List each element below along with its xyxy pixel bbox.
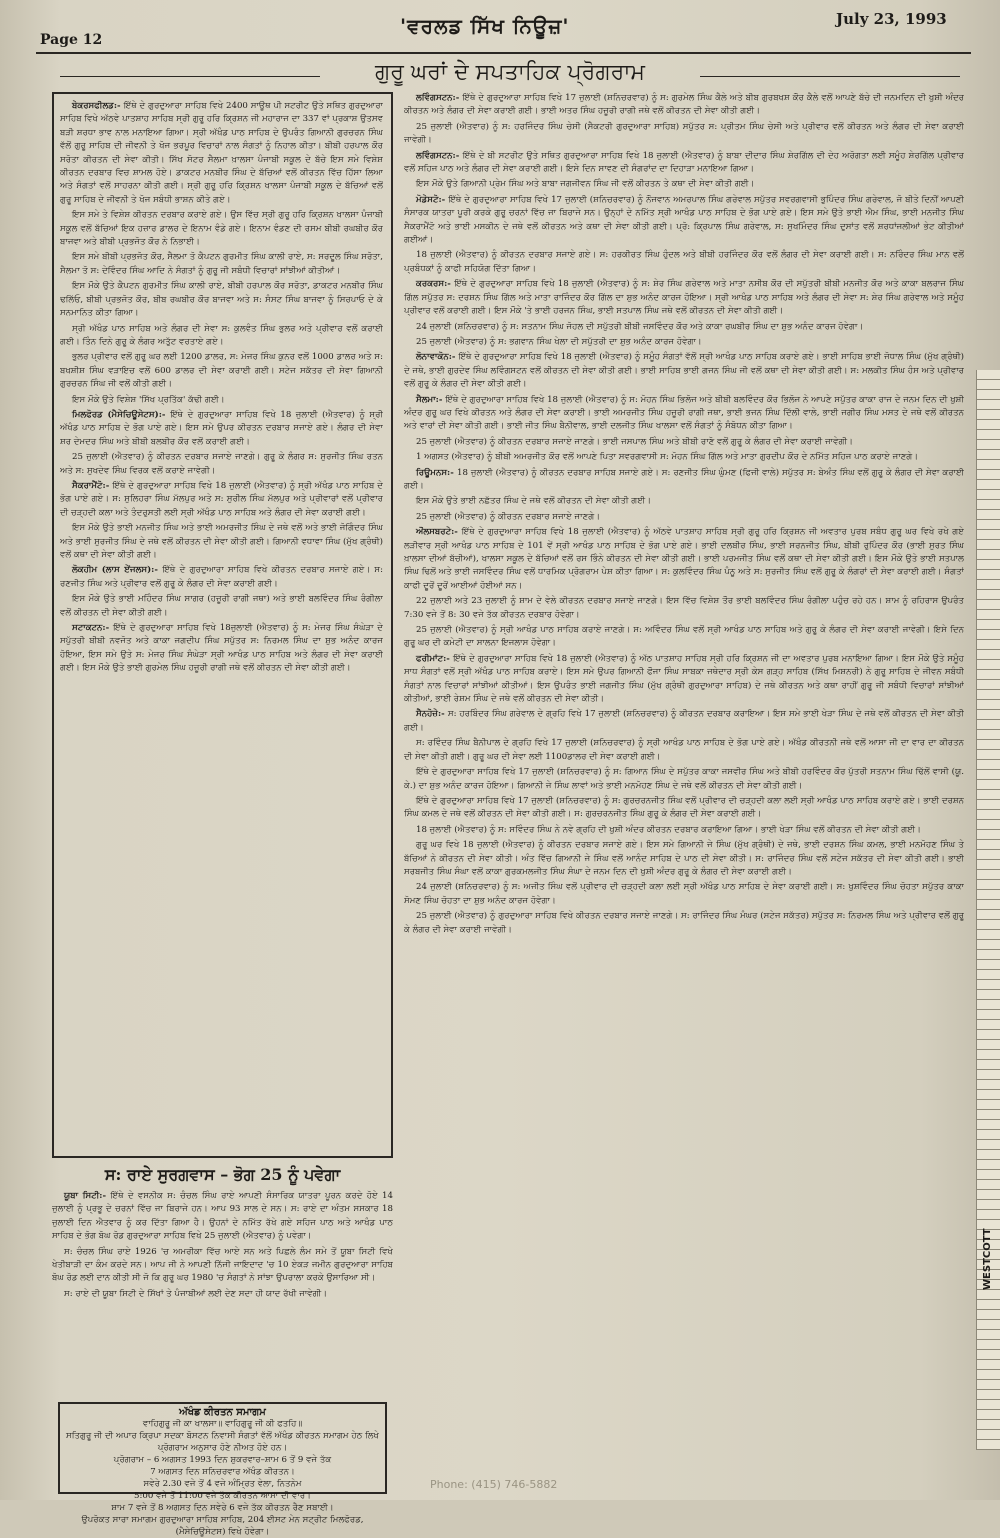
news-text: ਇੱਥੇ ਦੇ ਗੁਰਦੁਆਰਾ ਸਾਹਿਬ ਵਿਖੇ 17 ਜੁਲਾਈ (ਸ਼ਨਿਚਰਵਾਰ) ਨੂੰ ਸ: ਗਿਆਨ ਸਿੰਘ ਦੇ ਸਪੁੱਤਰ ਕਾਕਾ ਜਸਵੀਰ ਸਿੰਘ ਅਤੇ ਬੀਬੀ ਹਰਵਿੰਦਰ ਕੌਰ ਪੁੱਤਰੀ ਸਤਨਾਮ ਸਿੰਘ ਢਿੱਲੋਂ ਵਾਸੀ (ਯੂ. ਕੇ.) ਦਾ ਸ਼ੁਭ ਅਨੰਦ ਕਾਰਜ ਹੋਇਆ। ਗਿਆਨੀ ਜੇ ਸਿੰਘ ਲਾਵਾਂ ਅਤੇ ਭਾਈ ਮਨਮੋਹਣ ਸਿੰਘ ਦੇ ਜਥੇ ਵਲੋਂ ਕੀਰਤਨ ਦੀ ਸੇਵਾ ਕੀਤੀ ਗਈ। <box>404 767 964 791</box>
news-text: ਇਸ ਮੌਕੇ ਉਤੇ ਭਾਈ ਮਨਜੀਤ ਸਿੰਘ ਅਤੇ ਭਾਈ ਅਮਰਜੀਤ ਸਿੰਘ ਦੇ ਜਥੇ ਵਲੋਂ ਅਤੇ ਭਾਈ ਜੋਗਿੰਦਰ ਸਿੰਘ ਅਤੇ ਭਾਈ ਸੁਰਜੀਤ ਸਿੰਘ ਦੇ ਜਥੇ ਵਲੋਂ ਕੀਰਤਨ ਦੀ ਸੇਵਾ ਕੀਤੀ ਗਈ। ਗਿਆਨੀ ਵਧਾਵਾ ਸਿੰਘ (ਮੁੱਖ ਗ੍ਰੰਥੀ) ਵਲੋਂ ਕਥਾ ਦੀ ਸੇਵਾ ਕੀਤੀ ਗਈ। <box>60 523 383 560</box>
news-text: ਗੁਰੂ ਘਰ ਵਿਖੇ 18 ਜੁਲਾਈ (ਐਤਵਾਰ) ਨੂੰ ਕੀਰਤਨ ਦਰਬਾਰ ਸਜਾਏ ਗਏ। ਇਸ ਸਮੇ ਗਿਆਨੀ ਜੇ ਸਿੰਘ (ਮੁੱਖ ਗ੍ਰੰਥੀ) ਦੇ ਜਥੇ, ਭਾਈ ਦਰਸ਼ਨ ਸਿੰਘ ਕਮਲ, ਭਾਈ ਮਨਮੋਹਣ ਸਿੰਘ ਤੇ ਬੱਚਿਆਂ ਨੇ ਕੀਰਤਨ ਦੀ ਸੇਵਾ ਕੀਤੀ। ਅੰਤ ਵਿੱਚ ਗਿਆਨੀ ਜੇ ਸਿੰਘ ਵਲੋਂ ਆਨੰਦ ਸਾਹਿਬ ਦੇ ਪਾਠ ਦੀ ਸੇਵਾ ਕੀਤੀ। ਸ: ਰਾਜਿੰਦਰ ਸਿੰਘ ਵਲੋਂ ਸਟੇਜ ਸਕੱਤਰ ਦੀ ਸੇਵਾ ਕੀਤੀ ਗਈ। ਭਾਈ ਸਰਬਜੀਤ ਸਿੰਘ ਸੰਘਾ ਵਲੋਂ ਕਾਕਾ ਗੁਰਕਮਲਜੀਤ ਸਿੰਘ ਸੰਘਾ ਦੇ ਜਨਮ ਦਿਨ ਦੀ ਖੁਸ਼ੀ ਅੰਦਰ ਗੁਰੂ ਕੇ ਲੰਗਰ ਦੀ ਸੇਵਾ ਕਰਾਈ ਗਈ। <box>404 840 964 877</box>
news-text: 25 ਜੁਲਾਈ (ਐਤਵਾਰ) ਨੂੰ ਸ: ਹਰਜਿੰਦਰ ਸਿੰਘ ਚੇਸੀ (ਸੈਕਟਰੀ ਗੁਰਦੁਆਰਾ ਸਾਹਿਬ) ਸਪੁੱਤਰ ਸ: ਪ੍ਰੀਤਮ ਸਿੰਘ ਚੇਸੀ ਅਤੇ ਪ੍ਰੀਵਾਰ ਵਲੋਂ ਕੀਰਤਨ ਅਤੇ ਲੰਗਰ ਦੀ ਸੇਵਾ ਕਰਾਈ ਜਾਵੇਗੀ। <box>404 121 964 146</box>
section-heading <box>60 60 960 92</box>
news-dateline: ਲੋਨਾਵਾਕੋਨ:- <box>416 352 459 363</box>
news-text: ਇਸ ਸਮੇ ਬੀਬੀ ਪ੍ਰਭਜੋਤ ਕੌਰ, ਸੈਲਮਾ ਤੋ ਕੈਪਟਨ ਗੁਰਮੀਤ ਸਿੰਘ ਕਾਲੀ ਰਾਏ, ਸ: ਸਰਦੂਲ ਸਿੰਘ ਸਰੋਤਾ, ਸੈਲਮਾ ਤੋ ਸ: ਦੇਵਿੰਦਰ ਸਿੰਘ ਆਦਿ ਨੇ ਸੰਗਤਾਂ ਨੂੰ ਗੁਰੂ ਜੀ ਸਬੰਧੀ ਵਿਚਾਰਾਂ ਸਾਂਝੀਆਂ ਕੀਤੀਆਂ। <box>60 252 383 276</box>
news-item <box>404 881 964 908</box>
news-text: 18 ਜੁਲਾਈ (ਐਤਵਾਰ) ਨੂੰ ਸ: ਸਵਿੰਦਰ ਸਿੰਘ ਨੇ ਨਵੇ ਗ੍ਰਹਿ ਦੀ ਖੁਸ਼ੀ ਅੰਦਰ ਕੀਰਤਨ ਦਰਬਾਰ ਕਰਾਇਆ ਗਿਆ। ਭਾਈ ਖੇੜਾ ਸਿੰਘ ਵਲੋਂ ਕੀਰਤਨ ਦੀ ਸੇਵਾ ਕੀਤੀ ਗਈ। <box>416 824 921 835</box>
issue-date: July 23, 1993 <box>836 10 947 28</box>
news-text: ਇੱਥੇ ਦੇ ਗੁਰਦੁਆਰਾ ਸਾਹਿਬ ਵਿਖੇ 17 ਜੁਲਾਈ (ਸ਼ਨਿਚਰਵਾਰ) ਨੂੰ ਸ: ਗੁਰਮੇਲ ਸਿੰਘ ਕੈਲੇ ਅਤੇ ਬੀਬ ਗੁਰਬਖਸ਼ ਕੌਰ ਕੈਲੇ ਵਲੋਂ ਆਪਣੇ ਬੱਚੇ ਦੀ ਜਨਮਦਿਨ ਦੀ ਖੁਸ਼ੀ ਅੰਦਰ ਕੀਰਤਨ ਅਤੇ ਲੰਗਰ ਦੀ ਸੇਵਾ ਕਰਾਈ ਗਈ। ਭਾਈ ਅਤਰ ਸਿੰਘ ਹਜ਼ੂਰੀ ਰਾਗੀ ਜਥੇ ਵਲੋਂ ਕੀਰਤਨ ਦੀ ਸੇਵਾ ਕੀਤੀ ਗਈ। <box>404 93 964 117</box>
news-text: ਇਸ ਮੌਕੇ ਉਤੇ ਗਿਆਨੀ ਪ੍ਰੇਮ ਸਿੰਘ ਅਤੇ ਬਾਬਾ ਜਗਜੀਵਨ ਸਿੰਘ ਜੀ ਵਲੋਂ ਕੀਰਤਨ ਤੇ ਕਥਾ ਦੀ ਸੇਵਾ ਕੀਤੀ ਗਈ। <box>416 179 755 190</box>
program-line: ਉਪਰੋਕਤ ਸਾਰਾ ਸਮਾਗਮ ਗੁਰਦੁਆਰਾ ਸਾਹਿਬ ਸਾਹਿਬ, 204 ਈਸਟ ਮੇਨ ਸਟ੍ਰੀਟ ਮਿਲਫੋਰਡ, (ਮੈਸੇਚਿਊਸੇਟਸ) ਵਿਖੇ ਹੋਵੇਗਾ। <box>81 1515 364 1537</box>
news-text: ਇਸ ਸਮੇ ਤੇ ਵਿਸ਼ੇਸ਼ ਕੀਰਤਨ ਦਰਬਾਰ ਕਰਾਏ ਗਏ। ਉਸ ਵਿੱਚ ਸ੍ਰੀ ਗੁਰੂ ਹਰਿ ਕ੍ਰਿਸ਼ਨ ਖਾਲਸਾ ਪੰਜਾਬੀ ਸਕੂਲ ਵਲੋਂ ਬੱਚਿਆਂ ਇਕ ਹਜ਼ਾਰ ਡਾਲਰ ਦੇ ਇਨਾਮ ਵੰਡੇ ਗਏ। ਇਨਾਮ ਵੰਡਣ ਦੀ ਰਸਮ ਬੀਬੀ ਰਘਬੀਰ ਕੌਰ ਬਾਜਵਾ ਅਤੇ ਬੀਬੀ ਪ੍ਰਭਜੋਤ ਕੌਰ ਨੇ ਨਿਭਾਈ। <box>60 210 383 248</box>
news-dateline: ਸੈਲਮਾ:- <box>416 394 446 405</box>
right-news-column <box>404 92 964 1492</box>
news-item <box>60 280 383 320</box>
news-text: ਇੱਥੇ ਦੇ ਗੁਰਦੁਆਰਾ ਸਾਹਿਬ ਵਿਖੇ 18 ਜੁਲਾਈ (ਐਤਵਾਰ) ਨੂੰ ਅੱਠ ਪਾਤਸ਼ਾਹ ਸਾਹਿਬ ਸ੍ਰੀ ਹਰਿ ਕ੍ਰਿਸ਼ਨ ਜੀ ਦਾ ਅਵਤਾਰ ਪੁਰਬ ਮਨਾਇਆ ਗਿਆ। ਇਸ ਮੌਕੇ ਉਤੇ ਸਮੂੰਹ ਸਾਧ ਸੰਗਤਾਂ ਵਲੋਂ ਸ੍ਰੀ ਅੱਖੰਡ ਪਾਠ ਸਾਹਿਬ ਕਰਾਏ। ਇਸ ਸਮੇ ਉਪਰ ਗਿਆਨੀ ਫੌਜਾ ਸਿੰਘ ਸਾਬਕਾ ਜਥੇਦਾਰ ਸ੍ਰੀ ਕੇਸ ਗੜ੍ਹ ਸਾਹਿਬ (ਸਿੱਖ ਮਿਸ਼ਨਰੀ) ਨੇ ਗੁਰੂ ਸਾਹਿਬ ਦੇ ਜੀਵਨ ਸਬੰਧੀ ਸੰਗਤਾਂ ਨਾਲ ਵਿਚਾਰਾਂ ਸਾਂਝੀਆਂ ਕੀਤੀਆਂ। ਇਸ ਉਪਰੰਤ ਭਾਈ ਜਗਜੀਤ ਸਿੰਘ (ਮੁੱਖ ਗ੍ਰੰਥੀ ਗੁਰਦੁਆਰਾ ਸਾਹਿਬ) ਦੇ ਜਥੇ ਕੀਰਤਨ ਅਤੇ ਕਥਾ ਰਾਹੀਂ ਗੁਰੂ ਜੀ ਸਬੰਧੀ ਵਿਚਾਰਾਂ ਸਾਂਝੀਆਂ ਕੀਤੀਆਂ, ਭਾਈ ਰੇਸ਼ਮ ਸਿੰਘ ਦੇ ਜਥੇ ਵਲੋਂ ਕੀਰਤਨ ਦੀ ਸੇਵਾ ਕੀਤੀ। <box>404 653 964 705</box>
faint-phone-text: Phone: (415) 746-5882 <box>430 1478 558 1491</box>
news-item <box>60 394 383 407</box>
news-item <box>60 480 383 520</box>
news-item <box>404 150 964 177</box>
ruler-brand <box>976 1180 1000 1300</box>
news-item <box>404 394 964 434</box>
news-item <box>60 622 383 676</box>
program-line: 7 ਅਗਸਤ ਦਿਨ ਸ਼ਨਿਚਰਵਾਰ ਅੱਖੰਡ ਕੀਰਤਨ। <box>150 1467 295 1477</box>
news-text: ਸ: ਰਾਏ ਦੀ ਯੂਬਾ ਸਿਟੀ ਦੇ ਸਿੱਖਾਂ ਤੇ ਪੰਜਾਬੀਆਂ ਲਈ ਦੇਣ ਸਦਾ ਹੀ ਯਾਦ ਰੱਖੀ ਜਾਵੇਗੀ। <box>64 1288 328 1299</box>
page-number: Page 12 <box>40 32 103 48</box>
news-item <box>60 351 383 391</box>
news-text: ਇੱਥੇ ਦੇ ਗੁਰਦੁਆਰਾ ਸਾਹਿਬ ਵਿਖੇ 18ਜੁਲਾਈ (ਐਤਵਾਰ) ਨੂੰ ਸ: ਮੇਜਰ ਸਿੰਘ ਸੰਘੇੜਾ ਦੇ ਸਪੁੱਤਰੀ ਬੀਬੀ ਨਵਜੋਤ ਅਤੇ ਕਾਕਾ ਜਗਦੀਪ ਸਿੰਘ ਸਪੁੱਤਰ ਸ: ਨਿਰਮਲ ਸਿੰਘ ਦਾ ਸ਼ੁਭ ਅਨੰਦ ਕਾਰਜ ਹੋਇਆ, ਇਸ ਸਮੇ ਉਤੇ ਸ: ਮੇਜਰ ਸਿੰਘ ਸੰਘੇੜਾ ਸ੍ਰੀ ਆਖੰਡ ਪਾਠ ਸਾਹਿਬ ਅਤੇ ਲੰਗਰ ਦੀ ਸੇਵਾ ਕਰਾਈ ਗਈ। ਇਸ ਮੌਕੇ ਉਤੇ ਭਾਈ ਗੁਰਮੇਲ ਸਿੰਘ ਹਜ਼ੂਰੀ ਰਾਗੀ ਜਥੇ ਵਲੋਂ ਕੀਰਤਨ ਦੀ ਸੇਵਾ ਕੀਤੀ ਗਈ। <box>60 623 383 674</box>
news-text: ਇਸ ਮੌਕੇ ਉਤੇ ਭਾਈ ਨਛੱਤਰ ਸਿੰਘ ਦੇ ਜਥੇ ਵਲੋਂ ਕੀਰਤਨ ਦੀ ਸੇਵਾ ਕੀਤੀ ਗਈ। <box>416 496 652 507</box>
news-text: ਇੱਥੇ ਦੇ ਗੁਰਦੁਆਰਾ ਸਾਹਿਬ ਵਿਖੇ 18 ਜੁਲਾਈ (ਐਤਵਾਰ) ਨੂੰ ਸ: ਮੋਹਨ ਸਿੰਘ ਭਿਲੋਜ ਅਤੇ ਬੀਬੀ ਬਲਵਿੰਦਰ ਕੌਰ ਭਿਲੋਜ ਨੇ ਆਪਣੇ ਸਪੁੱਤਰ ਕਾਕਾ ਰਾਜ ਦੇ ਜਨਮ ਦਿਨ ਦੀ ਖੁਸ਼ੀ ਅੰਦਰ ਗੁਰੂ ਘਰ ਵਿਖੇ ਕੀਰਤਨ ਅਤੇ ਲੰਗਰ ਦੀ ਸੇਵਾ ਕਰਾਈ। ਭਾਈ ਅਮਰਜੀਤ ਸਿੰਘ ਹਜ਼ੂਰੀ ਰਾਗੀ ਜਥਾ, ਭਾਈ ਭਜਨ ਸਿੰਘ ਦਿੱਲੀ ਵਾਲੇ, ਭਾਈ ਜਗੀਰ ਸਿੰਘ ਮਸਤ ਦੇ ਜਥੇ ਵਲੋਂ ਕੀਰਤਨ ਅਤੇ ਵਾਰਾਂ ਦੀ ਸੇਵਾ ਕੀਤੀ ਗਈ। ਭਾਈ ਜੀਤ ਸਿੰਘ ਬੈਨੀਵਾਲ, ਭਾਈ ਦਲਜੀਤ ਸਿੰਘ ਖਾਲਸਾ ਵਲੋਂ ਸੰਗਤਾਂ ਨੂੰ ਸੰਬੋਧਨ ਕੀਤਾ ਗਿਆ। <box>404 394 964 432</box>
news-item <box>404 526 964 593</box>
news-item <box>404 278 964 318</box>
news-item <box>404 495 964 508</box>
news-dateline: ਮਿਲਫੋਰਡ (ਮੈਸੇਚਿਊਸੇਟਸ):- <box>72 409 171 420</box>
news-dateline: ਮੋਡੇਸਟੋ:- <box>416 194 449 205</box>
news-item <box>404 824 964 837</box>
news-text: ਇੱਥੇ ਦੇ ਗੁਰਦੁਆਰਾ ਸਾਹਿਬ ਵਿਖੇ 18 ਜੁਲਾਈ (ਐਤਵਾਰ) ਨੂੰ ਸਮੂੰਹ ਸੰਗਤਾਂ ਵੱਲੋਂ ਸ੍ਰੀ ਆਖੰਡ ਪਾਠ ਸਾਹਿਬ ਕਰਾਏ ਗਏ। ਭਾਈ ਸਾਹਿਬ ਭਾਈ ਜੋਧਾਲ ਸਿੰਘ (ਮੁੱਖ ਗ੍ਰੰਥੀ) ਦੇ ਜਥੇ, ਭਾਈ ਗੁਰਦੇਵ ਸਿੰਘ ਲਵਿੰਗਸਟਨ ਵਲੋਂ ਕੀਰਤਨ ਦੀ ਸੇਵਾ ਕੀਤੀ ਗਈ। ਭਾਈ ਸਾਹਿਬ ਭਾਈ ਗਜਨ ਸਿੰਘ ਜੀ ਵਲੋਂ ਕਥਾ ਦੀ ਸੇਵਾ ਕੀਤੀ ਗਈ। ਸ: ਮਲਕੀਤ ਸਿੰਘ ਹੰਸ ਅਤੇ ਪ੍ਰੀਵਾਰ ਵਲੋਂ ਗੁਰੂ ਕੇ ਲੰਗਰ ਦੀ ਸੇਵਾ ਕੀਤੀ ਗਈ। <box>404 352 964 390</box>
section-title: ਗੁਰੂ ਘਰਾਂ ਦੇ ਸਪਤਾਹਿਕ ਪ੍ਰੋਗਰਾਮ <box>374 60 646 85</box>
news-dateline: ਲਵਿੰਗਸਟਨ:- <box>416 150 463 161</box>
news-item <box>52 1190 393 1244</box>
obituary-text <box>52 1190 393 1430</box>
news-item <box>404 839 964 879</box>
news-text: ਇੱਥੇ ਦੇ ਗੁਰਦੁਆਰਾ ਸਾਹਿਬ ਵਿਖੇ 2400 ਸਾਊਥ ਪੀ ਸਟਰੀਟ ਉਤੇ ਸਥਿਤ ਗੁਰਦੁਆਰਾ ਸਾਹਿਬ ਵਿਖੇ ਅੱਠਵੇ ਪਾਤਸ਼ਾਹ ਸਾਹਿਬ ਸ੍ਰੀ ਗੁਰੂ ਹਰਿ ਕ੍ਰਿਸ਼ਨ ਜੀ ਮਹਾਰਾਜ ਦਾ 337 ਵਾਂ ਪ੍ਰਕਾਸ਼ ਉਤਸਵ ਬੜੀ ਸ਼ਰਧਾ ਭਾਵ ਨਾਲ ਮਨਾਇਆ ਗਿਆ। ਸ੍ਰੀ ਅੱਖੰਡ ਪਾਠ ਸਾਹਿਬ ਦੇ ਉਪਰੰਤ ਗਿਆਨੀ ਗੁਰਚਰਨ ਸਿੰਘ ਵੱਲੋਂ ਗੁਰੂ ਸਾਹਿਬ ਦੀ ਜੀਵਨੀ ਤੇ ਖੋਜ ਭਰਪੂਰ ਵਿਚਾਰਾਂ ਨਾਲ ਸੰਗਤਾਂ ਨੂੰ ਨਿਹਾਲ ਕੀਤਾ। ਬੀਬੀ ਹਰਪਾਲ ਕੌਰ ਸਰੋਤਾ ਕੀਰਤਨ ਦੀ ਸੇਵਾ ਕੀਤੀ। ਸਿੱਖ ਸੋਟਰ ਸੈਲਮਾ ਖ਼ਾਲਸਾ ਪੰਜਾਬੀ ਸਕੂਲ ਦੇ ਬੱਚੇ ਇਸ ਸਮੇ ਵਿਸ਼ੇਸ਼ ਕੀਰਤਨ ਦਰਬਾਰ ਵਿਚ ਸ਼ਾਮਲ ਹੋਏ। ਡਾਕਟਰ ਮਨਬੀਰ ਸਿੰਘ ਦੇ ਬੱਚਿਆਂ ਵਲੋਂ ਕੀਰਤਨ ਵਿੱਚ ਹਿੱਸਾ ਲਿਆ ਅਤੇ ਸੰਗਤਾਂ ਵਲੋਂ ਸਾਹਰਨਾ ਕੀਤੀ ਗਈ। ਸ੍ਰੀ ਗੁਰੂ ਹਰਿ ਕ੍ਰਿਸ਼ਨ ਖਾਲਸਾ ਪੰਜਾਬੀ ਸਕੂਲ ਦੇ ਬੱਚਿਆਂ ਵਲੋਂ ਗੁਰੂ ਸਾਹਿਬ ਦੇ ਜੀਵਨੀ ਤੇ ਖੋਜ ਸਬੰਧੀ ਭਾਸ਼ਨ ਕੀਤੇ ਗਏ। <box>60 101 383 205</box>
news-dateline: ਯੂਬਾ ਸਿਟੀ:- <box>64 1191 111 1201</box>
news-text: ਇੱਥੇ ਦੇ ਗੁਰਦੁਆਰਾ ਸਾਹਿਬ ਵਿਖੇ 18 ਜੁਲਾਈ (ਐਤਵਾਰ) ਨੂੰ ਸ੍ਰੀ ਅੱਖੰਡ ਪਾਠ ਸਾਹਿਬ ਦੇ ਭੋਗ ਪਾਏ ਗਏ। ਇਸ ਸਮੇ ਉਪਰ ਕੀਰਤਨ ਦਰਬਾਰ ਸਜਾਏ ਗਏ। ਲੰਗਰ ਦੀ ਸੇਵਾ ਸ਼ਰ ਦੇਮਦਰ ਸਿੰਘ ਅਤੇ ਬੀਬੀ ਬਲਬੀਰ ਕੌਰ ਵਲੋਂ ਕਰਾਈ ਗਈ। <box>60 409 383 447</box>
kirtan-program-box <box>58 1402 387 1537</box>
news-item <box>404 766 964 793</box>
news-item <box>60 593 383 620</box>
news-item <box>52 1288 393 1301</box>
program-line: ਸਤਿਗੁਰੂ ਜੀ ਦੀ ਅਪਾਰ ਕ੍ਰਿਪਾ ਸਦਕਾ ਬੋਸਟਨ ਨਿਵਾਸੀ ਸੰਗਤਾਂ ਵੱਲੋਂ ਅੱਖੰਡ ਕੀਰਤਨ ਸਮਾਗਮ ਹੇਠ ਲਿਖੇ ਪ੍ਰੋਗਰਾਮ ਅਨੁਸਾਰ ਹੋਣੇ ਨੀਅਤ ਹੋਏ ਹਨ। <box>66 1431 379 1453</box>
ruler-brand-label: WESTCOTT <box>982 1228 993 1290</box>
news-item <box>404 336 964 349</box>
news-item <box>60 522 383 562</box>
news-text: ਇੱਥੇ ਦੇ ਗੁਰਦੁਆਰਾ ਸਾਹਿਬ ਵਿਖੇ 18 ਜੁਲਾਈ (ਐਤਵਾਰ) ਨੂੰ ਅੱਠਵੇ ਪਾਤਸ਼ਾਹ ਸਾਹਿਬ ਸ੍ਰੀ ਗੁਰੂ ਹਰਿ ਕ੍ਰਿਸ਼ਨ ਜੀ ਅਵਤਾਰ ਪੁਰਬ ਸਬੰਧ ਗੁਰੂ ਘਰ ਵਿਖੇ ਰਖੇ ਗਏ ਲੜੀਵਾਰ ਸ੍ਰੀ ਆਖੰਡ ਪਾਠ ਸਾਹਿਬ ਦੇ 101 ਵੇਂ ਸ੍ਰੀ ਆਖੰਡ ਪਾਠ ਸਾਹਿਬ ਦੇ ਭੋਗ ਪਾਏ ਗਏ। ਭਾਈ ਦਲਬੀਰ ਸਿੰਘ, ਭਾਈ ਸਰਨਜੀਤ ਸਿੰਘ, ਬੀਬੀ ਰੁਪਿੰਦਰ ਕੌਰ (ਭਾਈ ਸੁਰਤ ਸਿੰਘ ਖ਼ਾਲਸਾ ਦੀਆਂ ਬੱਚੀਆਂ), ਖਾਲਸਾ ਸਕੂਲ ਦੇ ਬੱਚਿਆਂ ਵਲੋਂ ਰਸ ਭਿੰਨੇ ਕੀਰਤਨ ਦੀ ਸੇਵਾ ਕੀਤੀ ਗਈ। ਭਾਈ ਪਰਮਜੀਤ ਸਿੰਘ ਵਲੋਂ ਕਥਾ ਦੀ ਸੇਵਾ ਕੀਤੀ ਗਈ। ਇਸ ਮੌਕੇ ਉਤੇ ਭਾਈ ਸਤਪਾਲ ਸਿੰਘ ਢਿਲੋਂ ਅਤੇ ਭਾਈ ਜਸਵਿੰਦਰ ਸਿੰਘ ਵਲੋਂ ਧਾਰਮਿਕ ਪ੍ਰੋਗਰਾਮ ਪੇਸ਼ ਕੀਤਾ ਗਿਆ। ਸ: ਕੁਲਵਿੰਦਰ ਸਿੰਘ ਪੰਨੂ ਅਤੇ ਸ: ਸੁਰਜੀਤ ਸਿੰਘ ਵਲੋਂ ਗੁਰੂ ਕੇ ਲੰਗਰਾਂ ਦੀ ਸੇਵਾ ਕਰਾਈ ਗਈ। ਸੰਗਤਾਂ ਕਾਫੀ ਦੂਰੋਂ ਦੂਰੋਂ ਆਈਆਂ ਹੋਈਆਂ ਸਨ। <box>404 527 964 591</box>
news-dateline: ਸਟਾਕਟਨ:- <box>72 623 114 634</box>
program-title: ਅੱਖੰਡ ਕੀਰਤਨ ਸਮਾਗਮ <box>179 1407 266 1418</box>
news-item <box>60 209 383 249</box>
news-text: ਇੱਥੇ ਦੇ ਗੁਰਦੁਆਰਾ ਸਾਹਿਬ ਵਿਖੇ 18 ਜੁਲਾਈ (ਐਤਵਾਰ) ਨੂੰ ਸ: ਸ਼ੇਰ ਸਿੰਘ ਗਰੇਵਾਲ ਅਤੇ ਮਾਤਾ ਨਸੀਬ ਕੌਰ ਦੀ ਸਪੁੱਤਰੀ ਬੀਬੀ ਮਨਜੀਤ ਕੌਰ ਅਤੇ ਕਾਕਾ ਬਲਰਾਜ ਸਿੰਘ ਗਿੱਲ ਸਪੁੱਤਰ ਸ: ਦਰਸ਼ਨ ਸਿੰਘ ਗਿੱਲ ਅਤੇ ਮਾਤਾ ਰਾਜਿੰਦਰ ਕੌਰ ਗਿੱਲ ਦਾ ਸ਼ੁਭ ਅਨੰਦ ਕਾਰਜ ਹੋਇਆ। ਸ੍ਰੀ ਆਖੰਡ ਪਾਠ ਸਾਹਿਬ ਅਤੇ ਲੰਗਰ ਦੀ ਸੇਵਾ ਸ: ਸ਼ੇਰ ਸਿੰਘ ਗਰੇਵਾਲ ਅਤੇ ਸਮੂੰਹ ਪ੍ਰੀਵਾਰ ਵਲੋਂ ਕਰਾਈ ਗਈ। ਇਸ ਮੌਕੇ 'ਤੇ ਭਾਈ ਹਰਜਨ ਸਿੰਘ, ਭਾਈ ਸਤਪਾਲ ਸਿੰਘ ਜਥੇ ਵਲੋਂ ਕੀਰਤਨ ਦੀ ਸੇਵਾ ਕੀਤੀ ਗਈ। <box>404 279 964 317</box>
news-text: ਸ: ਚੰਚਲ ਸਿੰਘ ਰਾਏ 1926 'ਚ ਅਮਰੀਕਾ ਵਿੱਚ ਆਏ ਸਨ ਅਤੇ ਪਿਛਲੇ ਲੰਮ ਸਮੇ ਤੋਂ ਯੂਬਾ ਸਿਟੀ ਵਿਖੇ ਖੇਤੀਬਾੜੀ ਦਾ ਕੰਮ ਕਰਦੇ ਸਨ। ਆਪ ਜੀ ਨੇ ਆਪਣੀ ਨਿੱਜੀ ਜਾਇਦਾਦ 'ਚ 10 ਏਕੜ ਜਮੀਨ ਗੁਰਦੁਆਰਾ ਸਾਹਿਬ ਬੋਘ ਰੋਡ ਲਈ ਦਾਨ ਕੀਤੀ ਸੀ ਜੋ ਕਿ ਗੁਰੂ ਘਰ 1980 'ਚ ਸੰਗਤਾਂ ਨੇ ਸਾਂਝਾ ਉਪਰਾਲਾ ਕਰਕੇ ਉਸਾਰਿਆ ਸੀ। <box>52 1246 393 1284</box>
news-item <box>404 910 964 937</box>
news-item <box>404 795 964 822</box>
news-item <box>60 251 383 278</box>
news-text: ਸ: ਰਵਿੰਦਰ ਸਿੰਘ ਬੈਨੀਪਾਲ ਦੇ ਗ੍ਰਹਿ ਵਿਖੇ 17 ਜੁਲਾਈ (ਸ਼ਨਿਚਰਵਾਰ) ਨੂੰ ਸ੍ਰੀ ਆਖੰਡ ਪਾਠ ਸਾਹਿਬ ਦੇ ਭੋਗ ਪਾਏ ਗਏ। ਅੱਖੰਡ ਕੀਰਤਨੀ ਜਥੇ ਵਲੋਂ ਆਸਾ ਜੀ ਦਾ ਵਾਰ ਦਾ ਕੀਰਤਨ ਦੀ ਸੇਵਾ ਕੀਤੀ ਗਈ। ਗੁਰੂ ਘਰ ਦੀ ਸੇਵਾ ਲਈ 1100ਡਾਲਰ ਦੀ ਸੇਵਾ ਕਰਾਈ ਗਈ। <box>404 738 964 762</box>
news-item <box>404 467 964 494</box>
program-line: ਪ੍ਰੋਗਰਾਮ – 6 ਅਗਸਤ 1993 ਦਿਨ ਸ਼ੁਕਰਵਾਰ–ਸ਼ਾਮ 6 ਤੋਂ 9 ਵਜੇ ਤੱਕ <box>113 1455 332 1465</box>
news-dateline: ਰਿਊਮਨਸ:- <box>416 467 457 478</box>
news-item <box>404 121 964 148</box>
news-text: ਇੱਥੇ ਦੇ ਵਸਨੀਕ ਸ: ਚੰਚਲ ਸਿੰਘ ਰਾਏ ਆਪਣੀ ਸੰਸਾਰਿਕ ਯਾਤਰਾ ਪੂਰਨ ਕਰਦੇ ਹੋਏ 14 ਜੁਲਾਈ ਨੂੰ ਪ੍ਰਭੂ ਦੇ ਚਰਨਾਂ ਵਿੱਚ ਜਾ ਬਿਰਾਜੇ ਹਨ। ਆਪ 93 ਸਾਲ ਦੇ ਸਨ। ਸ: ਰਾਏ ਦਾ ਅੰਤਮ ਸਸਕਾਰ 18 ਜੁਲਾਈ ਦਿਨ ਐਤਵਾਰ ਨੂੰ ਕਰ ਦਿੱਤਾ ਗਿਆ ਹੈ। ਉਹਨਾਂ ਦੇ ਨਮਿੱਤ ਰੱਖੇ ਗਏ ਸਹਿਜ ਪਾਠ ਅਤੇ ਆਖੰਡ ਪਾਠ ਸਾਹਿਬ ਦੇ ਭੋਗ ਬੋਘ ਰੋਡ ਗੁਰਦੁਆਰਾ ਸਾਹਿਬ ਵਿਖੇ 25 ਜੁਲਾਈ (ਐਤਵਾਰ) ਨੂੰ ਪਵੇਗਾ। <box>52 1191 393 1242</box>
news-dateline: ਲੋਕਹੀਮ (ਲਾਸ ਏਂਜਲਸ):- <box>72 565 163 576</box>
news-item <box>404 351 964 391</box>
program-lines <box>60 1418 385 1538</box>
news-item <box>404 249 964 276</box>
news-dateline: ਲਵਿੰਗਸਟਨ:- <box>416 93 463 103</box>
news-text: 18 ਜੁਲਾਈ (ਐਤਵਾਰ) ਨੂੰ ਕੀਰਤਨ ਦਰਬਾਰ ਸਜਾਏ ਗਏ। ਸ: ਹਰਕੀਰਤ ਸਿੰਘ ਹੁੰਦਲ ਅਤੇ ਬੀਬੀ ਹਰਜਿੰਦਰ ਕੌਰ ਵਲੋਂ ਲੰਗਰ ਦੀ ਸੇਵਾ ਕਰਾਈ ਗਈ। ਸ: ਨਰਿੰਦਰ ਸਿੰਘ ਮਾਨ ਵਲੋਂ ਪ੍ਰਬੰਧਕਾਂ ਨੂੰ ਕਾਫੀ ਸਹਿਯੋਗ ਦਿੱਤਾ ਗਿਆ। <box>404 250 964 274</box>
news-text: 24 ਜੁਲਾਈ (ਸ਼ਨਿਚਰਵਾਰ) ਨੂੰ ਸ: ਅਜੀਤ ਸਿੰਘ ਵਲੋਂ ਪ੍ਰੀਵਾਰ ਦੀ ਚੜ੍ਹਦੀ ਕਲਾ ਲਈ ਸ੍ਰੀ ਅੱਖੰਡ ਪਾਠ ਸਾਹਿਬ ਦੇ ਸੇਵਾ ਕਰਾਈ ਗਈ। ਸ: ਖੁਸ਼ਵਿੰਦਰ ਸਿੰਘ ਚੋਹਤਾ ਸਪੁੱਤਰ ਕਾਕਾ ਸੋਮਣ ਸਿੰਘ ਚੋਹਤਾ ਦਾ ਸ਼ੁਭ ਅਨੰਦ ਕਾਰਜ ਹੋਵੇਗਾ। <box>404 882 964 906</box>
section-rule-left <box>60 76 320 77</box>
news-item <box>404 436 964 449</box>
news-text: ਇਸ ਮੌਕੇ ਉਤੇ ਵਿਸ਼ੇਸ਼ 'ਸਿੱਖ ਪ੍ਰਤਿੱਕ' ਕੱਢੀ ਗਈ। <box>72 394 225 405</box>
program-line: 5:00 ਵਜੇ ਤੋਂ 11:00 ਵਜੇ ਤੱਕ ਕੀਰਤਨ ਆਸਾ ਦੀ ਵਾਰ। <box>134 1491 311 1501</box>
news-text: ਇੱਥੇ ਦੇ ਗੁਰਦੁਆਰਾ ਸਾਹਿਬ ਵਿਖੇ 17 ਜੁਲਾਈ (ਸ਼ਨਿਚਰਵਾਰ) ਨੂੰ ਨੌਜਵਾਨ ਅਮਰਪਾਲ ਸਿੰਘ ਗਰੇਵਾਲ ਸਪੁੱਤਰ ਸਵਰਗਵਾਸੀ ਭੁਪਿੰਦਰ ਸਿੰਘ ਗਰੇਵਾਲ, ਜੋ ਬੀਤੇ ਦਿਨੀਂ ਆਪਣੀ ਸੰਸਾਰਕ ਯਾਤਰਾ ਪੂਰੀ ਕਰਕੇ ਗੁਰੂ ਚਰਨਾਂ ਵਿੱਚ ਜਾ ਬਿਰਾਜੇ ਸਨ। ਉਨ੍ਹਾਂ ਦੇ ਨਮਿੱਤ ਸ੍ਰੀ ਆਖੰਡ ਪਾਠ ਸਾਹਿਬ ਦੇ ਭੋਗ ਪਾਏ ਗਏ। ਇਸ ਸਮੇ ਉਤੇ ਭਾਈ ਐਮ ਸਿੰਘ, ਭਾਈ ਮਨਜੀਤ ਸਿੰਘ ਸੈਕਰਾਮੈਂਟੋ ਅਤੇ ਭਾਈ ਮਸਕੀਨ ਦੇ ਜਥੇ ਵਲੋਂ ਕੀਰਤਨ ਅਤੇ ਕਥਾ ਦੀ ਸੇਵਾ ਕੀਤੀ ਗਈ। ਪ੍ਰੋ: ਕ੍ਰਿਪਾਲ ਸਿੰਘ ਗਰੇਵਾਲ, ਸ: ਸੁਖਮਿੰਦਰ ਸਿੰਘ ਦੁਸਾਂਤ ਵਲੋਂ ਸ਼ਰਧਾਂਜਲੀਆਂ ਭੇਟ ਕੀਤੀਆਂ ਗਈਆਂ। <box>404 194 964 246</box>
news-item <box>60 409 383 449</box>
newspaper-name: 'ਵਰਲਡ ਸਿੱਖ ਨਿਊਜ਼' <box>400 14 570 38</box>
news-item <box>404 708 964 735</box>
news-dateline: ਸੈਕਰਾਮੈਂਟੋ:- <box>72 480 113 491</box>
news-text: 24 ਜੁਲਾਈ (ਸ਼ਨਿਚਰਵਾਰ) ਨੂੰ ਸ: ਸਤਨਾਮ ਸਿੰਘ ਜੋਹਲ ਦੀ ਸਪੁੱਤਰੀ ਬੀਬੀ ਜਸਵਿੰਦਰ ਕੌਰ ਅਤੇ ਕਾਕਾ ਰਘਬੀਰ ਸਿੰਘ ਦਾ ਸ਼ੁਭ ਅਨੰਦ ਕਾਰਜ ਹੋਵੇਗਾ। <box>416 321 864 332</box>
news-dateline: ਔਲਸਬਰਟੇ:- <box>416 527 462 538</box>
news-item <box>404 178 964 191</box>
news-text: 25 ਜੁਲਾਈ (ਐਤਵਾਰ) ਨੂੰ ਸ: ਭਗਵਾਨ ਸਿੰਘ ਖੇਲਾ ਦੀ ਸਪੁੱਤਰੀ ਦਾ ਸ਼ੁਭ ਅਨੰਦ ਕਾਰਜ ਹੋਵੇਗਾ। <box>416 336 702 347</box>
news-item <box>404 92 964 119</box>
news-text: 25 ਜੁਲਾਈ (ਐਤਵਾਰ) ਨੂੰ ਸ੍ਰੀ ਆਖੰਡ ਪਾਠ ਸਾਹਿਬ ਕਰਾਏ ਜਾਣਗੇ। ਸ: ਅਵਿੰਦਰ ਸਿੰਘ ਵਲੋਂ ਸ੍ਰੀ ਆਖੰਡ ਪਾਠ ਸਾਹਿਬ ਅਤੇ ਗੁਰੂ ਕੇ ਲੰਗਰ ਦੀ ਸੇਵਾ ਕਰਾਈ ਜਾਵੇਗੀ। ਇਸੇ ਦਿਨ ਗੁਰੂ ਘਰ ਦੀ ਕਮੇਟੀ ਦਾ ਸਾਲਨਾ ਇਜਲਾਸ ਹੋਵੇਗਾ। <box>404 625 964 649</box>
news-item <box>404 451 964 464</box>
news-text: 18 ਜੁਲਾਈ (ਐਤਵਾਰ) ਨੂੰ ਕੀਰਤਨ ਦਰਬਾਰ ਸਾਹਿਬ ਸਜਾਏ ਗਏ। ਸ: ਰਣਜੀਤ ਸਿੰਘ ਘੁੰਮਣ (ਫਿਜੀ ਵਾਲੇ) ਸਪੁੱਤਰ ਸ: ਬੇਅੰਤ ਸਿੰਘ ਵਲੋਂ ਗੁਰੂ ਕੇ ਲੰਗਰ ਦੀ ਸੇਵਾ ਕਰਾਈ ਗਈ। <box>404 467 964 491</box>
news-text: ਸ੍ਰੀ ਅੱਖੰਡ ਪਾਠ ਸਾਹਿਬ ਅਤੇ ਲੰਗਰ ਦੀ ਸੇਵਾ ਸ: ਕੁਲਵੰਤ ਸਿੰਘ ਭੁਲਰ ਅਤੇ ਪ੍ਰੀਵਾਰ ਵਲੋਂ ਕਰਾਈ ਗਈ। ਤਿੰਨ ਦਿਨੇ ਗੁਰੂ ਕੇ ਲੰਗਰ ਅਤੁੱਟ ਵਰਤਾਏ ਗਏ। <box>60 323 383 347</box>
program-line: ਸ਼ਾਮ 7 ਵਜੇ ਤੋਂ 8 ਅਗਸਤ ਦਿਨ ਸਵੇਰੇ 6 ਵਜੇ ਤੱਕ ਕੀਰਤਨ ਰੈਣ ਸਬਾਈ। <box>111 1503 334 1513</box>
left-news-column <box>60 100 383 1148</box>
news-text: ਇਸ ਮੌਕੇ ਉਤੇ ਭਾਈ ਮਹਿੰਦਰ ਸਿੰਘ ਸਾਗਰ (ਹਜ਼ੂਰੀ ਰਾਗੀ ਜਥਾ) ਅਤੇ ਭਾਈ ਬਲਵਿੰਦਰ ਸਿੰਘ ਰੰਗੀਲਾ ਵਲੋਂ ਕੀਰਤਨ ਦੀ ਸੇਵਾ ਕੀਤੀ ਗਈ। <box>60 594 383 618</box>
news-text: 1 ਅਗਸਤ (ਐਤਵਾਰ) ਨੂੰ ਬੀਬੀ ਅਮਰਜੀਤ ਕੌਰ ਵਲੋਂ ਆਪਣੇ ਪਿਤਾ ਸਵਰਗਵਾਸੀ ਸ: ਮੋਹਨ ਸਿੰਘ ਗਿੱਲ ਅਤੇ ਮਾਤਾ ਗੁਰਦੀਪ ਕੌਰ ਦੇ ਨਮਿੱਤ ਸਹਿਜ ਪਾਠ ਕਰਾਏ ਜਾਣਗੇ। <box>416 452 919 463</box>
news-dateline: ਫਰੀਮਾਂਟ:- <box>416 653 454 664</box>
program-line: ਵਾਹਿਗੁਰੂ ਜੀ ਕਾ ਖਾਲਸਾ॥ ਵਾਹਿਗੁਰੂ ਜੀ ਕੀ ਫਤਹਿ॥ <box>142 1419 303 1429</box>
news-item <box>60 451 383 478</box>
obituary-headline: ਸ: ਰਾਏ ਸੁਰਗਵਾਸ – ਭੋਗ 25 ਨੂੰ ਪਵੇਗਾ <box>104 1165 341 1184</box>
news-text: 25 ਜੁਲਾਈ (ਐਤਵਾਰ) ਨੂੰ ਕੀਰਤਨ ਦਰਬਾਰ ਸਜਾਏ ਜਾਣਗੇ। ਗੁਰੂ ਕੇ ਲੰਗਰ ਸ: ਸੁਰਜੀਤ ਸਿੰਘ ਰਤਨ ਅਤੇ ਸ: ਸੁਖਦੇਵ ਸਿੰਘ ਵਿਰਕ ਵਲੋਂ ਕਰਾਏ ਜਾਵੇਗੀ। <box>60 452 383 476</box>
news-item <box>60 564 383 591</box>
news-item <box>404 653 964 707</box>
news-dateline: ਸੈਨਹੋਜ਼ੇ:- <box>416 709 448 720</box>
news-text: 25 ਜੁਲਾਈ (ਐਤਵਾਰ) ਨੂੰ ਗੁਰਦੁਆਰਾ ਸਾਹਿਬ ਵਿਖੇ ਕੀਰਤਨ ਦਰਬਾਰ ਸਜਾਏ ਜਾਣਗੇ। ਸ: ਰਾਜਿੰਦਰ ਸਿੰਘ ਮੰਘਰ (ਸਟੇਜ ਸਕੱਤਰ) ਸਪੁੱਤਰ ਸ: ਨਿਰਮਲ ਸਿੰਘ ਅਤੇ ਪ੍ਰੀਵਾਰ ਵਲੋਂ ਗੁਰੂ ਕੇ ਲੰਗਰ ਦੀ ਸੇਵਾ ਕਰਾਈ ਜਾਵੇਗੀ। <box>404 911 964 935</box>
news-item <box>404 194 964 248</box>
news-dateline: ਬੇਕਰਸਫੀਲਡ:- <box>72 101 124 111</box>
news-text: ਇੱਥੇ ਦੇ ਬੀ ਸਟਰੀਟ ਉਤੇ ਸਥਿਤ ਗੁਰਦੁਆਰਾ ਸਾਹਿਬ ਵਿਖੇ 18 ਜੁਲਾਈ (ਐਤਵਾਰ) ਨੂੰ ਬਾਬਾ ਦੀਦਾਰ ਸਿੰਘ ਸ਼ੇਰਗਿੱਲ ਦੀ ਦੇਹ ਅਰੋਗਤਾ ਲਈ ਸਮੂੰਹ ਸ਼ੇਰਗਿੱਲ ਪ੍ਰੀਵਾਰ ਵਲੋਂ ਸਹਿਜ ਪਾਠ ਅਤੇ ਲੰਗਰ ਦੀ ਸੇਵਾ ਕਰਾਈ ਗਈ। ਇਸੇ ਦਿਨ ਸਾਵਣ ਦੀ ਸੰਗਰਾਂਦ ਦਾ ਦਿਹਾੜਾ ਮਨਾਇਆ ਗਿਆ। <box>404 150 964 175</box>
left-news-box <box>52 92 393 1158</box>
news-item <box>60 323 383 350</box>
news-item <box>60 100 383 207</box>
header-rule <box>36 52 971 54</box>
news-text: 22 ਜੁਲਾਈ ਅਤੇ 23 ਜੁਲਾਈ ਨੂੰ ਸ਼ਾਮ ਦੇ ਵੇਲੇ ਕੀਰਤਨ ਦਰਬਾਰ ਸਜਾਏ ਜਾਣਗੇ। ਇਸ ਵਿੱਚ ਵਿਸ਼ੇਸ਼ ਤੌਰ ਭਾਈ ਬਲਵਿੰਦਰ ਸਿੰਘ ਰੰਗੀਲਾ ਪਹੁੰਚ ਰਹੇ ਹਨ। ਸ਼ਾਮ ਨੂੰ ਰਹਿਰਾਸ ਉਪਰੰਤ 7:30 ਵਜੇ ਤੋਂ 8: 30 ਵਜੇ ਤੱਕ ਕੀਰਤਨ ਦਰਬਾਰ ਹੋਵੇਗਾ। <box>404 596 964 620</box>
news-item <box>404 511 964 524</box>
news-dateline: ਕਰਕਰਸ:- <box>416 279 455 290</box>
program-line: ਸਵੇਰੇ 2.30 ਵਜੇ ਤੋਂ 4 ਵਜੇ ਅੰਮ੍ਰਿਤ ਵੇਲਾ, ਨਿਤਨੇਮ <box>143 1479 302 1489</box>
news-item <box>52 1246 393 1286</box>
news-text: ਇੱਥੇ ਦੇ ਗੁਰਦੁਆਰਾ ਸਾਹਿਬ ਵਿਖੇ 18 ਜੁਲਾਈ (ਐਤਵਾਰ) ਨੂੰ ਸ੍ਰੀ ਅੱਖੰਡ ਪਾਠ ਸਾਹਿਬ ਦੇ ਭੋਗ ਪਾਏ ਗਏ। ਸ: ਸੁਲਿਹਰਾ ਸਿੰਘ ਮੱਲਪੁਰ ਅਤੇ ਸ: ਸੁਰੀਲ ਸਿੰਘ ਮੱਲਪੁਰ ਅਤੇ ਪ੍ਰੀਵਾਰਾਂ ਵਲੋਂ ਪ੍ਰੀਵਾਰ ਦੀ ਚੜ੍ਹਦੀ ਕਲਾ ਅਤੇ ਤੰਦਰੁਸਤੀ ਲਈ ਸ੍ਰੀ ਅੱਖੰਡ ਪਾਠ ਸਾਹਿਬ ਅਤੇ ਲੰਗਰ ਦੀ ਸੇਵਾ ਕਰਾਈ ਗਈ। <box>60 480 383 518</box>
news-text: ਇੱਥੇ ਦੇ ਗੁਰਦੁਆਰਾ ਸਾਹਿਬ ਵਿਖੇ ਕੀਰਤਨ ਦਰਬਾਰ ਸਜਾਏ ਗਏ। ਸ: ਰਣਜੀਤ ਸਿੰਘ ਅਤੇ ਪ੍ਰੀਵਾਰ ਵਲੋਂ ਗੁਰੂ ਕੇ ਲੰਗਰ ਦੀ ਸੇਵਾ ਕਰਾਈ ਗਈ। <box>60 565 383 589</box>
news-text: ਇਸ ਮੌਕੇ ਉਤੇ ਕੈਪਟਨ ਗੁਰਮੀਤ ਸਿੰਘ ਕਾਲੀ ਰਾਏ, ਬੀਬੀ ਹਰਪਾਲ ਕੌਰ ਸਰੋਤਾ, ਡਾਕਟਰ ਮਨਬੀਰ ਸਿੰਘ ਢਲਿੱਓ, ਬੀਬੀ ਪ੍ਰਭਜੋਤ ਕੌਰ, ਬੀਬ ਰਘਬੀਰ ਕੌਰ ਬਾਜਵਾ ਅਤੇ ਸ: ਸੰਸਟ ਸਿੰਘ ਬਾਜਵਾ ਨੂੰ ਸਿਰਪਾਓ ਦੇ ਕੇ ਸਨਮਾਨਿਤ ਕੀਤਾ ਗਿਆ। <box>60 281 383 319</box>
news-item <box>404 737 964 764</box>
news-text: 25 ਜੁਲਾਈ (ਐਤਵਾਰ) ਨੂੰ ਕੀਰਤਨ ਦਰਬਾਰ ਸਜਾਏ ਜਾਣਗੇ। <box>416 511 600 522</box>
news-item <box>404 321 964 334</box>
news-text: ਭੁਲਰ ਪ੍ਰੀਵਾਰ ਵਲੋਂ ਗੁਰੂ ਘਰ ਲਈ 1200 ਡਾਲਰ, ਸ: ਮੇਜਰ ਸਿੰਘ ਕੁਨਰ ਵਲੋਂ 1000 ਡਾਲਰ ਅਤੇ ਸ: ਬਖਸ਼ੀਸ਼ ਸਿੰਘ ਵੜਾਇਚ ਵਲੋਂ 600 ਡਾਲਰ ਦੀ ਸੇਵਾ ਕਰਾਈ ਗਈ। ਸਟੇਜ ਸਕੱਤਰ ਦੀ ਸੇਵਾ ਗਿਆਨੀ ਗੁਰਚਰਨ ਸਿੰਘ ਜੀ ਵਲੋਂ ਕੀਤੀ ਗਈ। <box>60 352 383 390</box>
news-text: 25 ਜੁਲਾਈ (ਐਤਵਾਰ) ਨੂੰ ਕੀਰਤਨ ਦਰਬਾਰ ਸਜਾਏ ਜਾਣਗੇ। ਭਾਈ ਜਸਪਾਲ ਸਿੰਘ ਅਤੇ ਬੀਬੀ ਰਾਣੋ ਵਲੋਂ ਗੁਰੂ ਕੇ ਲੰਗਰ ਦੀ ਸੇਵਾ ਕਰਾਈ ਜਾਵੇਗੀ। <box>416 436 853 447</box>
news-item <box>404 624 964 651</box>
news-text: ਸ: ਹਰਬਿੰਦਰ ਸਿੰਘ ਗਰੇਵਾਲ ਦੇ ਗ੍ਰਹਿ ਵਿਖੇ 17 ਜੁਲਾਈ (ਸ਼ਨਿਚਰਵਾਰ) ਨੂੰ ਕੀਰਤਨ ਦਰਬਾਰ ਕਰਾਇਆ। ਇਸ ਸਮੇ ਭਾਈ ਖੇੜਾ ਸਿੰਘ ਦੇ ਜਥੇ ਵਲੋਂ ਕੀਰਤਨ ਦੀ ਸੇਵਾ ਕੀਤੀ ਗਈ। <box>404 709 964 733</box>
news-text: ਇੱਥੇ ਦੇ ਗੁਰਦੁਆਰਾ ਸਾਹਿਬ ਵਿਖੇ 17 ਜੁਲਾਈ (ਸ਼ਨਿਚਰਵਾਰ) ਨੂੰ ਸ: ਗੁਰਚਰਨਜੀਤ ਸਿੰਘ ਵਲੋਂ ਪ੍ਰੀਵਾਰ ਦੀ ਚੜ੍ਹਦੀ ਕਲਾ ਲਈ ਸ੍ਰੀ ਆਖੰਡ ਪਾਠ ਸਾਹਿਬ ਕਰਾਏ ਗਏ। ਭਾਈ ਦਰਸ਼ਨ ਸਿੰਘ ਕਮਲ ਦੇ ਜਥੇ ਵਲੋਂ ਕੀਰਤਨ ਦੀ ਸੇਵਾ ਕੀਤੀ ਗਈ। ਸ: ਗੁਰਚਰਨਜੀਤ ਸਿੰਘ ਗੁਰੂ ਕੇ ਲੰਗਰ ਦੀ ਸੇਵਾ ਕਰਾਈ ਗਈ। <box>404 795 964 820</box>
section-rule-right <box>700 76 960 77</box>
news-item <box>404 595 964 622</box>
